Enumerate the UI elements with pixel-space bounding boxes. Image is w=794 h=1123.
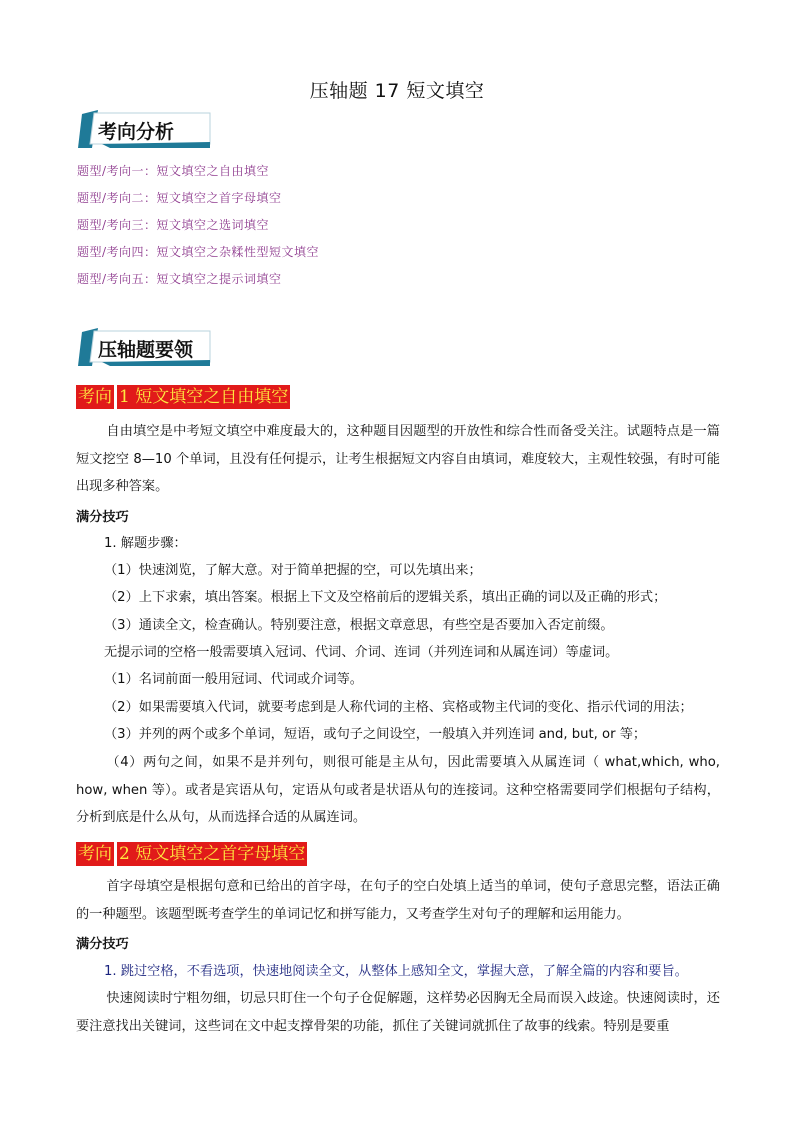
step-item: （2）上下求索，填出答案。根据上下文及空格前后的逻辑关系，填出正确的词以及正确的形式； <box>104 590 667 605</box>
rule-item: （2）如果需要填入代词，就要考虑到是人称代词的主格、宾格或物主代词的变化、指示代词的用法； <box>104 700 693 715</box>
step-item: （3）通读全文，检查确认。特别要注意，根据文章意思，有些空是否要加入否定前缀。 <box>104 618 614 633</box>
rule-item-4: （4）两句之间，如果不是并列句，则很可能是主从句，因此需要填入从属连词（ what,which, who, how, when 等）。或者是宾语从句，定语从句或者是状语从句的连接词。这种空格需要同学们根据句子结构，分析到底是什么从句，从而选择合适的从属连词。 <box>76 755 720 825</box>
topic-item: 题型/考向一：短文填空之自由填空 <box>77 164 270 178</box>
section-banner-analysis <box>76 108 212 150</box>
section-number: 2 <box>119 844 130 864</box>
section-tag: 考向 <box>78 844 112 864</box>
step-detail: 快速阅读时宁粗勿细，切忌只盯住一个句子仓促解题，这样势必因胸无全局而误入歧途。快速阅读时，还要注意找出关键词，这些词在文中起支撑骨架的功能，抓住了关键词就抓住了故事的线索。特别是要重 <box>76 991 720 1034</box>
topic-item: 题型/考向五：短文填空之提示词填空 <box>77 272 282 286</box>
step-title: 1. 解题步骤： <box>104 536 187 551</box>
banner-label: 压轴题要领 <box>98 339 194 361</box>
section-number: 1 <box>119 387 130 407</box>
topic-item: 题型/考向二：短文填空之首字母填空 <box>77 191 282 205</box>
section-number-heading <box>117 842 307 866</box>
section-1-intro: 自由填空是中考短文填空中难度最大的，这种题目因题型的开放性和综合性而备受关注。试题特点是一篇短文挖空 8—10 个单词，且没有任何提示，让考生根据短文内容自由填词，难度较大，主观性较强，有时可能出现多种答案。 <box>76 424 720 494</box>
section-2-intro: 首字母填空是根据句意和已给出的首字母，在句子的空白处填上适当的单词，使句子意思完整，语法正确的一种题型。该题型既考查学生的单词记忆和拼写能力，又考查学生对句子的理解和运用能力。 <box>76 879 720 922</box>
topic-item: 题型/考向四：短文填空之杂糅性型短文填空 <box>77 245 320 259</box>
section-1-heading <box>76 385 290 409</box>
rule-item: （3）并列的两个或多个单词，短语，或句子之间设空，一般填入并列连词 and, but, or 等； <box>104 727 647 742</box>
section-tag: 考向 <box>78 387 112 407</box>
section-title: 短文填空之自由填空 <box>135 387 289 407</box>
section-title: 短文填空之首字母填空 <box>135 844 306 864</box>
section-2-heading <box>76 842 307 866</box>
banner-label: 考向分析 <box>98 121 175 143</box>
section-number-heading <box>117 385 290 409</box>
topic-list <box>77 158 319 293</box>
section-banner-key-points <box>76 326 216 368</box>
no-hint-intro: 无提示词的空格一般需要填入冠词、代词、介词、连词（并列连词和从属连词）等虚词。 <box>104 645 619 660</box>
page-title: 压轴题 17 短文填空 <box>309 80 485 102</box>
topic-item: 题型/考向三：短文填空之选词填空 <box>77 218 270 232</box>
skills-label: 满分技巧 <box>76 510 129 525</box>
rule-item: （1）名词前面一般用冠词、代词或介词等。 <box>104 672 363 687</box>
step-item: 1. 跳过空格，不看选项，快速地阅读全文，从整体上感知全文，掌握大意，了解全篇的内容和要旨。 <box>104 964 688 979</box>
skills-label: 满分技巧 <box>76 937 129 952</box>
step-item: （1）快速浏览，了解大意。对于简单把握的空，可以先填出来； <box>104 563 482 578</box>
